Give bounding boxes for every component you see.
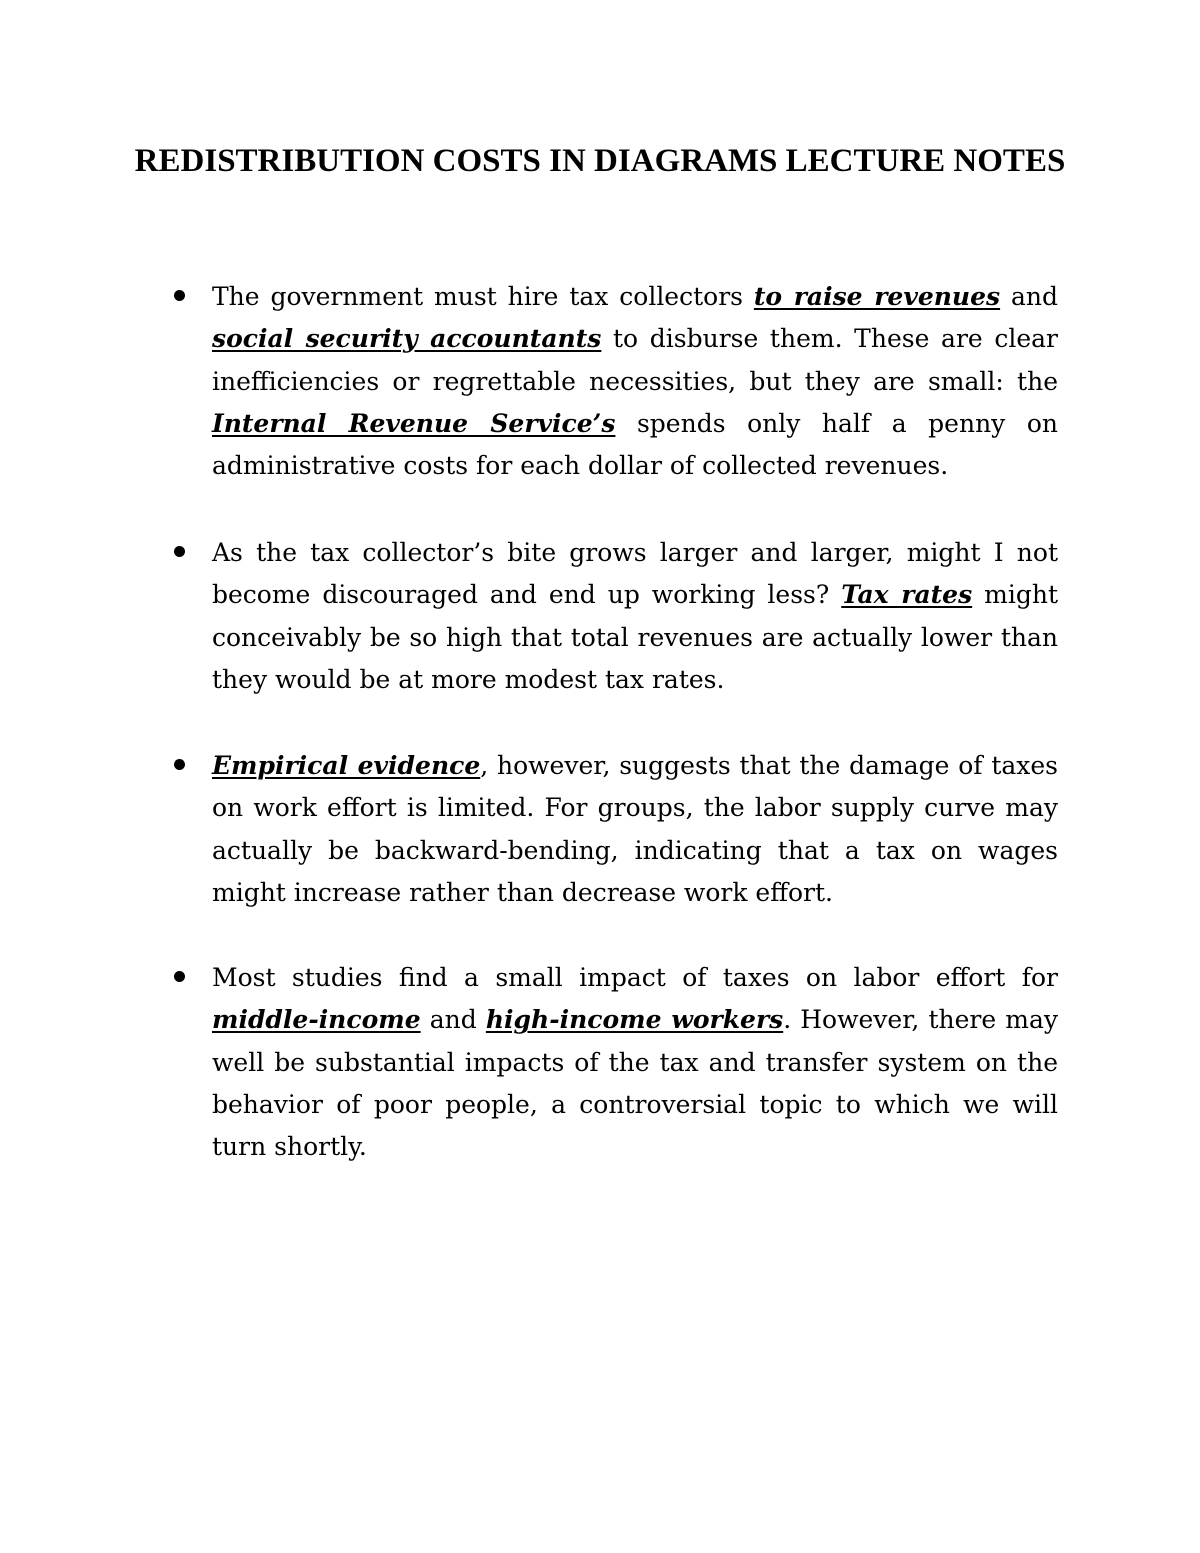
document-title: REDISTRIBUTION COSTS IN DIAGRAMS LECTURE NOTES bbox=[134, 143, 1066, 179]
bullet-dot-icon bbox=[174, 759, 185, 770]
bullet-text bbox=[212, 751, 1058, 907]
bullet-text bbox=[212, 538, 1058, 694]
bullet-item bbox=[212, 957, 1058, 1168]
text-run: to disburse them. These are clear inefficiencies or regrettable necessities, but they are small: the bbox=[212, 324, 1058, 396]
emphasized-term: to raise revenues bbox=[753, 282, 1001, 311]
text-run: might conceivably be so high that total revenues are actually lower than they would be at more modest tax rates. bbox=[212, 580, 1058, 694]
bullet-item bbox=[212, 276, 1058, 487]
text-run: The government must hire tax collectors bbox=[212, 282, 754, 311]
text-run: . However, there may well be substantial impacts of the tax and transfer system on the behavior of poor people, a controversial topic to which we will turn shortly. bbox=[212, 1005, 1059, 1162]
bullet-dot-icon bbox=[174, 546, 185, 557]
text-run: and bbox=[1000, 282, 1058, 311]
emphasized-term: middle-income bbox=[212, 1005, 421, 1035]
emphasized-term: Empirical evidence bbox=[212, 751, 481, 780]
emphasized-term: Tax rates bbox=[841, 580, 973, 610]
emphasized-term: Internal Revenue Service’s bbox=[212, 408, 616, 438]
bullet-text bbox=[212, 963, 1058, 1161]
bullet-item bbox=[212, 745, 1058, 914]
text-run: Most studies find a small impact of taxes on labor effort for bbox=[212, 963, 1058, 992]
text-run: , however, suggests that the damage of taxes on work effort is limited. For groups, the labor supply curve may actually be backward-bending, indicating that a tax on wages might increase rather than decrease work effort. bbox=[212, 751, 1058, 907]
text-run: spends only half a penny on administrative costs for each dollar of collected revenues. bbox=[212, 408, 1058, 481]
bullet-text bbox=[212, 282, 1058, 480]
emphasized-term: social security accountants bbox=[212, 324, 602, 354]
text-run: and bbox=[420, 1005, 486, 1035]
emphasized-term: high-income workers bbox=[485, 1005, 784, 1035]
bullet-dot-icon bbox=[174, 971, 185, 982]
text-run: As the tax collector’s bite grows larger and larger, might I not become discouraged and end up working less? bbox=[212, 538, 1058, 610]
bullet-item bbox=[212, 532, 1058, 701]
bullet-dot-icon bbox=[174, 290, 185, 301]
